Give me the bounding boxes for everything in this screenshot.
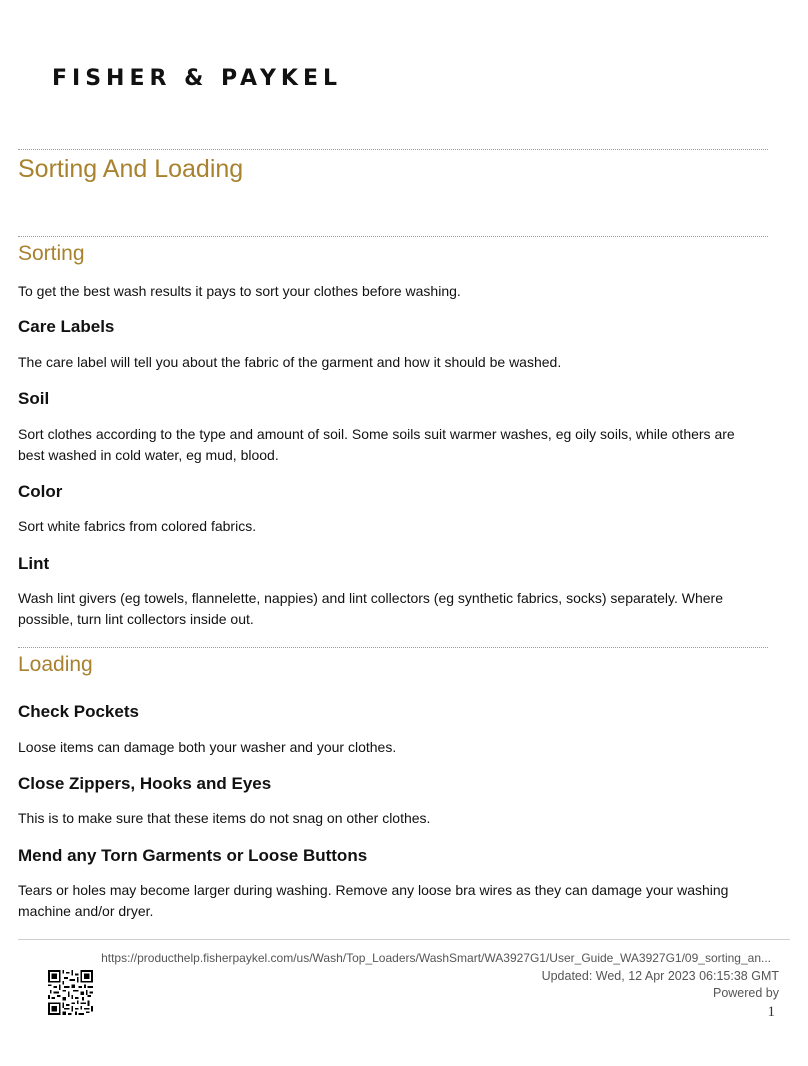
- divider: [18, 149, 768, 150]
- color-heading: Color: [18, 482, 63, 501]
- footer-powered-by: Powered by: [712, 986, 779, 1000]
- brand-logo: FISHER & PAYKEL: [52, 66, 342, 91]
- check-pockets-heading: Check Pockets: [18, 702, 139, 721]
- mend-garments-text: Tears or holes may become larger during washing. Remove any loose bra wires as they can damage your washing machine and/or dryer.: [18, 882, 729, 919]
- footer-updated-timestamp: Updated: Wed, 12 Apr 2023 06:15:38 GMT: [541, 969, 779, 983]
- mend-garments-heading: Mend any Torn Garments or Loose Buttons: [18, 846, 368, 865]
- section-heading-sorting: Sorting: [18, 242, 85, 265]
- page-number: 1: [767, 1004, 775, 1020]
- lint-heading: Lint: [18, 554, 50, 573]
- check-pockets-text: Loose items can damage both your washer and your clothes.: [18, 739, 397, 755]
- section-heading-loading: Loading: [18, 653, 93, 676]
- care-labels-text: The care label will tell you about the fabric of the garment and how it should be washed.: [18, 354, 562, 370]
- care-labels-heading: Care Labels: [18, 317, 115, 336]
- lint-text: Wash lint givers (eg towels, flannelette, nappies) and lint collectors (eg synthetic fabrics, socks) separately. Where possible, turn lint collectors inside out.: [18, 590, 723, 627]
- sorting-intro: To get the best wash results it pays to sort your clothes before washing.: [18, 283, 461, 299]
- footer-divider: [18, 939, 790, 940]
- qr-code-icon: [48, 970, 93, 1015]
- divider: [18, 236, 768, 237]
- close-zippers-text: This is to make sure that these items do not snag on other clothes.: [18, 810, 431, 826]
- divider: [18, 647, 768, 648]
- soil-text: Sort clothes according to the type and amount of soil. Some soils suit warmer washes, eg oily soils, while others are best washed in cold water, eg mud, blood.: [18, 426, 735, 463]
- close-zippers-heading: Close Zippers, Hooks and Eyes: [18, 774, 272, 793]
- page-title: Sorting And Loading: [18, 155, 244, 183]
- soil-heading: Soil: [18, 389, 50, 408]
- color-text: Sort white fabrics from colored fabrics.: [18, 518, 257, 534]
- footer-source-url[interactable]: https://producthelp.fisherpaykel.com/us/Wash/Top_Loaders/WashSmart/WA3927G1/User_Guide_WA3927G1/09_sorting_an...: [101, 951, 771, 965]
